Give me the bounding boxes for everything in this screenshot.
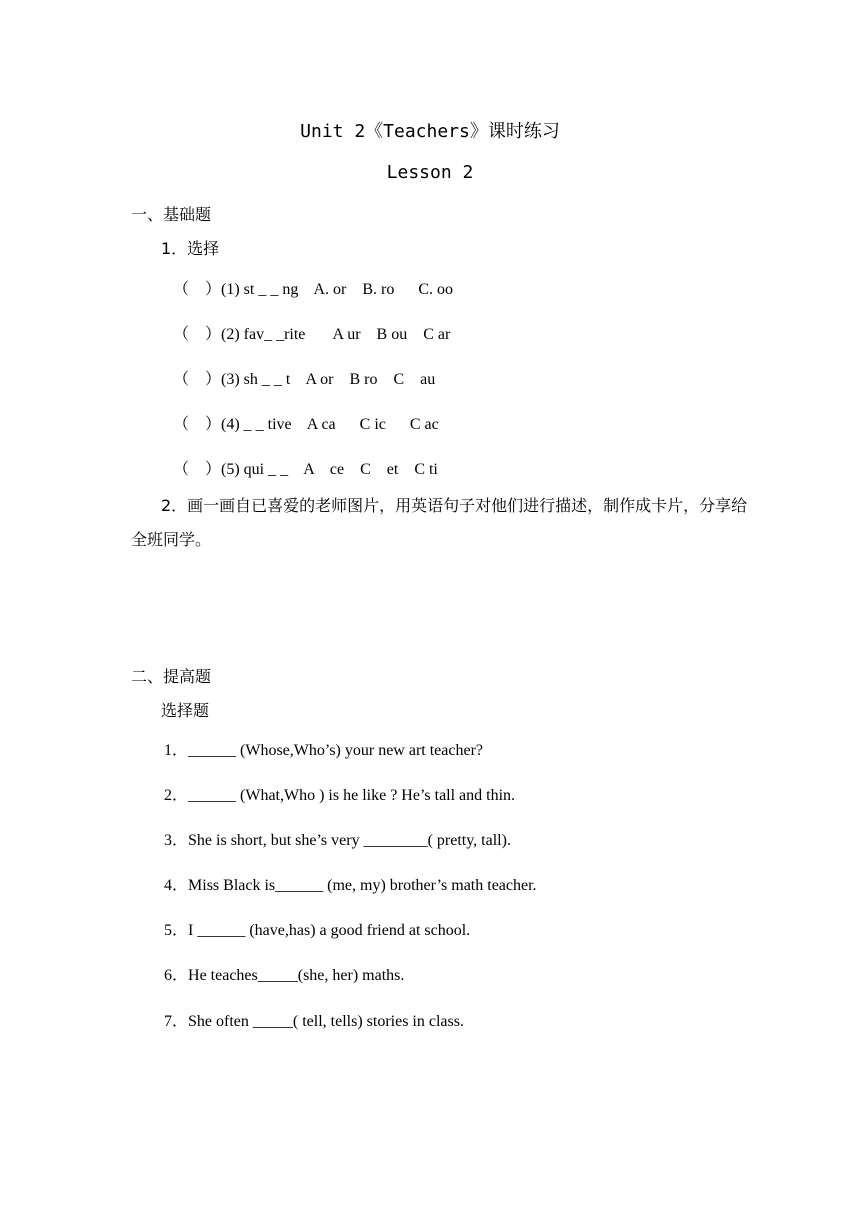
question-4 (164, 872, 537, 895)
question-number: 5． (164, 922, 189, 939)
drawing-task-text: 2．画一画自已喜爱的老师图片，用英语句子对他们进行描述，制作成卡片，分享给全班同学。 (131, 496, 748, 549)
question-text: She is short, but she’s very ________( pretty, tall). (188, 832, 511, 849)
choice-item-5: （ ）(5) qui _ _ A ce C et C ti (173, 461, 438, 478)
question-6 (164, 962, 404, 985)
question-1 (164, 737, 483, 760)
question-text: He teaches_____(she, her) maths. (188, 967, 405, 984)
question-number: 4． (164, 877, 189, 894)
question-number: 7． (164, 1013, 189, 1030)
question-7 (164, 1008, 464, 1031)
choice-item-1: （ ）(1) st _ _ ng A. or B. ro C. oo (173, 281, 454, 298)
question-number: 1． (164, 742, 189, 759)
part-1-heading: 1．选择 (161, 239, 220, 258)
choice-item-4: （ ）(4) _ _ tive A ca C ic C ac (173, 416, 439, 433)
question-text: I ______ (have,has) a good friend at school. (188, 922, 471, 939)
question-text: ______ (Whose,Who’s) your new art teacher? (188, 742, 484, 759)
lesson-subtitle: Lesson 2 (386, 162, 474, 183)
question-number: 3． (164, 832, 189, 849)
question-text: She often _____( tell, tells) stories in class. (188, 1013, 464, 1030)
choice-item-3: （ ）(3) sh _ _ t A or B ro C au (173, 371, 436, 388)
section-1-heading: 一、基础题 (131, 205, 212, 224)
question-5 (164, 917, 470, 940)
question-text: Miss Black is______ (me, my) brother’s math teacher. (188, 877, 537, 894)
choice-item-2: （ ）(2) fav_ _rite A ur B ou C ar (173, 326, 451, 343)
question-number: 6． (164, 967, 189, 984)
page-title: Unit 2《Teachers》课时练习 (300, 121, 560, 142)
question-number: 2． (164, 787, 189, 804)
question-2 (164, 782, 515, 805)
section-2-subheading: 选择题 (161, 701, 210, 720)
question-text: ______ (What,Who ) is he like ? He’s tall and thin. (188, 787, 516, 804)
question-3 (164, 827, 511, 850)
section-2-heading: 二、提高题 (131, 667, 212, 686)
